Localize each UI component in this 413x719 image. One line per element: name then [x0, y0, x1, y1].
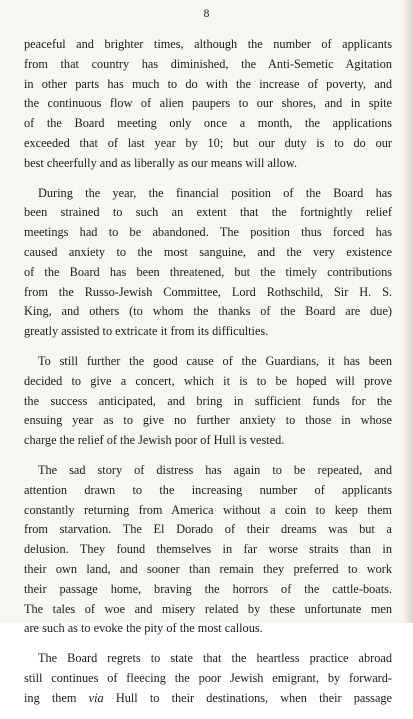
text-line: caused anxiety to the most sanguine, and the very existence: [24, 244, 392, 259]
paragraph-1: [24, 35, 392, 174]
text-line: their passage home, braving the horrors of the cattle-boats.: [24, 581, 392, 596]
page-number: 8: [203, 8, 210, 20]
text-line: of the Board meeting only once a month, the applications: [24, 116, 392, 131]
text-line: in other parts has much to do with the increase of poverty, and: [24, 76, 392, 91]
italic-word: via: [88, 690, 104, 705]
paragraph-2: [24, 184, 392, 342]
text-line: charge the relief of the Jewish poor of Hull is vested.: [24, 433, 285, 448]
text-line: ensuing year as to give no further anxiety to those in whose: [24, 413, 392, 428]
paragraph-4: [24, 461, 392, 639]
text-line: of the Board has been threatened, but the timely contributions: [24, 264, 392, 279]
page-edge-shadow: [403, 0, 413, 623]
text-line: The sad story of distress has again to be repeated, and: [38, 462, 392, 477]
text-line: attention drawn to the increasing number of applicants: [24, 482, 392, 497]
text-line: meetings had to be abandoned. The position thus forced has: [24, 225, 392, 240]
text-line: The Board regrets to state that the heartless practice abroad: [38, 651, 392, 666]
text-fragment: Hull to their destinations, when their passage: [103, 690, 393, 705]
text-line: best cheerfully and as liberally as our means will allow.: [24, 155, 298, 170]
paragraph-3: [24, 352, 392, 451]
text-line: from the Russo-Jewish Committee, Lord Rothschild, Sir H. S.: [24, 284, 392, 299]
text-line: During the year, the financial position of the Board has: [38, 185, 392, 200]
text-line: from starvation. The El Dorado of their dreams was but a: [24, 522, 392, 537]
text-line: still continues of fleecing the poor Jewish emigrant, by forward-: [24, 670, 392, 685]
text-fragment: ing them: [24, 690, 89, 705]
text-line: King, and others (to whom the thanks of the Board are due): [24, 304, 392, 319]
text-line: the continuous flow of alien paupers to our shores, and in spite: [24, 96, 392, 111]
text-line: constantly returning from America without a coin to keep them: [24, 502, 392, 517]
text-line: peaceful and brighter times, although the number of applicants: [24, 37, 392, 51]
body-text: [24, 35, 392, 719]
text-line: To still further the good cause of the Guardians, it has been: [38, 353, 392, 368]
text-line: the success anticipated, and bring in sufficient funds for the: [24, 393, 392, 408]
paragraph-5: [24, 649, 392, 708]
text-line: been strained to such an extent that the fortnightly relief: [24, 205, 392, 220]
text-line: from that country has diminished, the Anti-Semetic Agitation: [24, 56, 392, 71]
text-line: greatly assisted to extricate it from its difficulties.: [24, 324, 269, 339]
text-line: are such as to evoke the pity of the most callous.: [24, 621, 263, 636]
text-line: exceeded that of last year by 10; but our duty is to do our: [24, 135, 392, 150]
text-line: decided to give a concert, which it is to be hoped will prove: [24, 373, 392, 388]
text-line-mixed: [24, 689, 392, 709]
text-line: their own land, and sooner than remain they preferred to work: [24, 561, 392, 576]
text-line: The tales of woe and misery related by these unfortunate men: [24, 601, 392, 616]
text-line: delusion. They found themselves in far worse straits than in: [24, 542, 392, 557]
